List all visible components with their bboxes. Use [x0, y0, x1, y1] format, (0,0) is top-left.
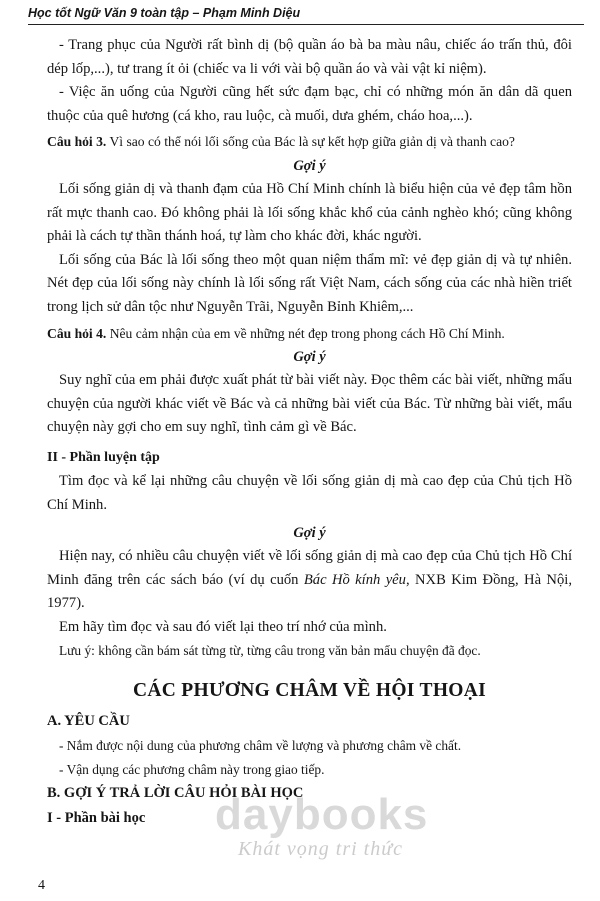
paragraph-practice-task: Tìm đọc và kể lại những câu chuyện về lối sống giản dị mà cao đẹp của Chủ tịch Hồ Chí Minh.: [47, 472, 572, 513]
paragraph-clothing: - Trang phục của Người rất bình dị (bộ quần áo bà ba màu nâu, chiếc áo trấn thủ, đôi dép lốp,...), tư trang ít ỏi (chiếc va li với vài bộ quần áo và vài vật kỉ niệm).: [47, 37, 572, 77]
paragraph-eating: - Việc ăn uống của Người cũng hết sức đạm bạc, chỉ có những món ăn dân dã quen thuộc của quê hương (cá kho, rau luộc, cà muối, dưa ghém, cháo hoa,...).: [47, 84, 572, 124]
question-3-text: Vì sao có thể nói lối sống của Bác là sự kết hợp giữa giản dị và thanh cao?: [106, 134, 515, 150]
paragraph-practice-note: Lưu ý: không cần bám sát từng từ, từng câu trong văn bản mẩu chuyện đã đọc.: [59, 643, 481, 659]
running-header: Học tốt Ngữ Văn 9 toàn tập – Phạm Minh Diệu: [28, 4, 584, 25]
page-body: [47, 34, 572, 831]
requirement-2: - Vận dụng các phương châm này trong giao tiếp.: [59, 761, 325, 777]
page-number: 4: [38, 878, 45, 893]
paragraph-answer-3a: Lối sống giản dị và thanh đạm của Hồ Chí Minh chính là biểu hiện của vẻ đẹp tâm hồn rất mực thanh cao. Đó không phải là lối sống khắc khổ của cảnh nghèo khó; cũng không phải là cách tự thần thánh hoá, tự làm cho khác đời, khác người.: [47, 180, 572, 245]
paragraph-practice-instruction: Em hãy tìm đọc và sau đó viết lại theo trí nhớ của mình.: [59, 618, 387, 635]
section-heading-guide: B. GỢI Ý TRẢ LỜI CÂU HỎI BÀI HỌC: [47, 785, 304, 802]
hint-heading-practice: Gợi ý: [293, 525, 326, 542]
watermark-slogan: Khát vọng tri thức: [238, 838, 404, 860]
hint-heading-q4: Gợi ý: [293, 349, 326, 366]
paragraph-answer-4: Suy nghĩ của em phải được xuất phát từ bài viết này. Đọc thêm các bài viết, những mẩu chuyện của người khác viết về Bác và cả những bài viết của Bác. Từ những bài viết, mẩu chuyện này gợi cho em suy nghĩ, tình cảm gì về Bác.: [47, 372, 572, 436]
question-4: [47, 322, 572, 346]
watermark-brand: daybooks: [215, 790, 429, 839]
question-4-label: Câu hỏi 4.: [47, 325, 107, 341]
hint-heading-q3: Gợi ý: [293, 157, 326, 174]
paragraph-answer-3b: Lối sống của Bác là lối sống theo một quan niệm thẩm mĩ: vẻ đẹp giản dị và tự nhiên. Nét đẹp của lối sống này chính là lối sống rất Việt Nam, cách sống của các nhà hiền triết trong lịch sử dân tộc như Nguyễn Trãi, Nguyễn Bỉnh Khiêm,...: [47, 251, 572, 315]
requirement-1: - Nắm được nội dung của phương châm về lượng và phương châm về chất.: [59, 738, 462, 754]
section-heading-practice: II - Phần luyện tập: [47, 449, 160, 465]
question-3-label: Câu hỏi 3.: [47, 134, 107, 150]
hint-text-a: Hiện nay, có nhiều câu chuyện viết về lối sống giản dị mà cao đẹp của Chủ tịch Hồ Chí Minh đăng trên các sách báo (ví dụ cuốn: [47, 548, 572, 588]
lesson-title: CÁC PHƯƠNG CHÂM VỀ HỘI THOẠI: [132, 680, 487, 702]
hint-text-c: , NXB Kim Đồng, Hà Nội, 1977).: [47, 571, 572, 612]
question-3: [47, 130, 572, 154]
section-heading-requirements: A. YÊU CẦU: [47, 713, 130, 730]
paragraph-practice-hint: [47, 545, 572, 616]
question-4-text: Nêu cảm nhận của em về những nét đẹp trong phong cách Hồ Chí Minh.: [106, 325, 505, 341]
subsection-heading-lesson: I - Phần bài học: [47, 810, 146, 827]
book-title: Bác Hồ kính yêu: [303, 571, 406, 588]
